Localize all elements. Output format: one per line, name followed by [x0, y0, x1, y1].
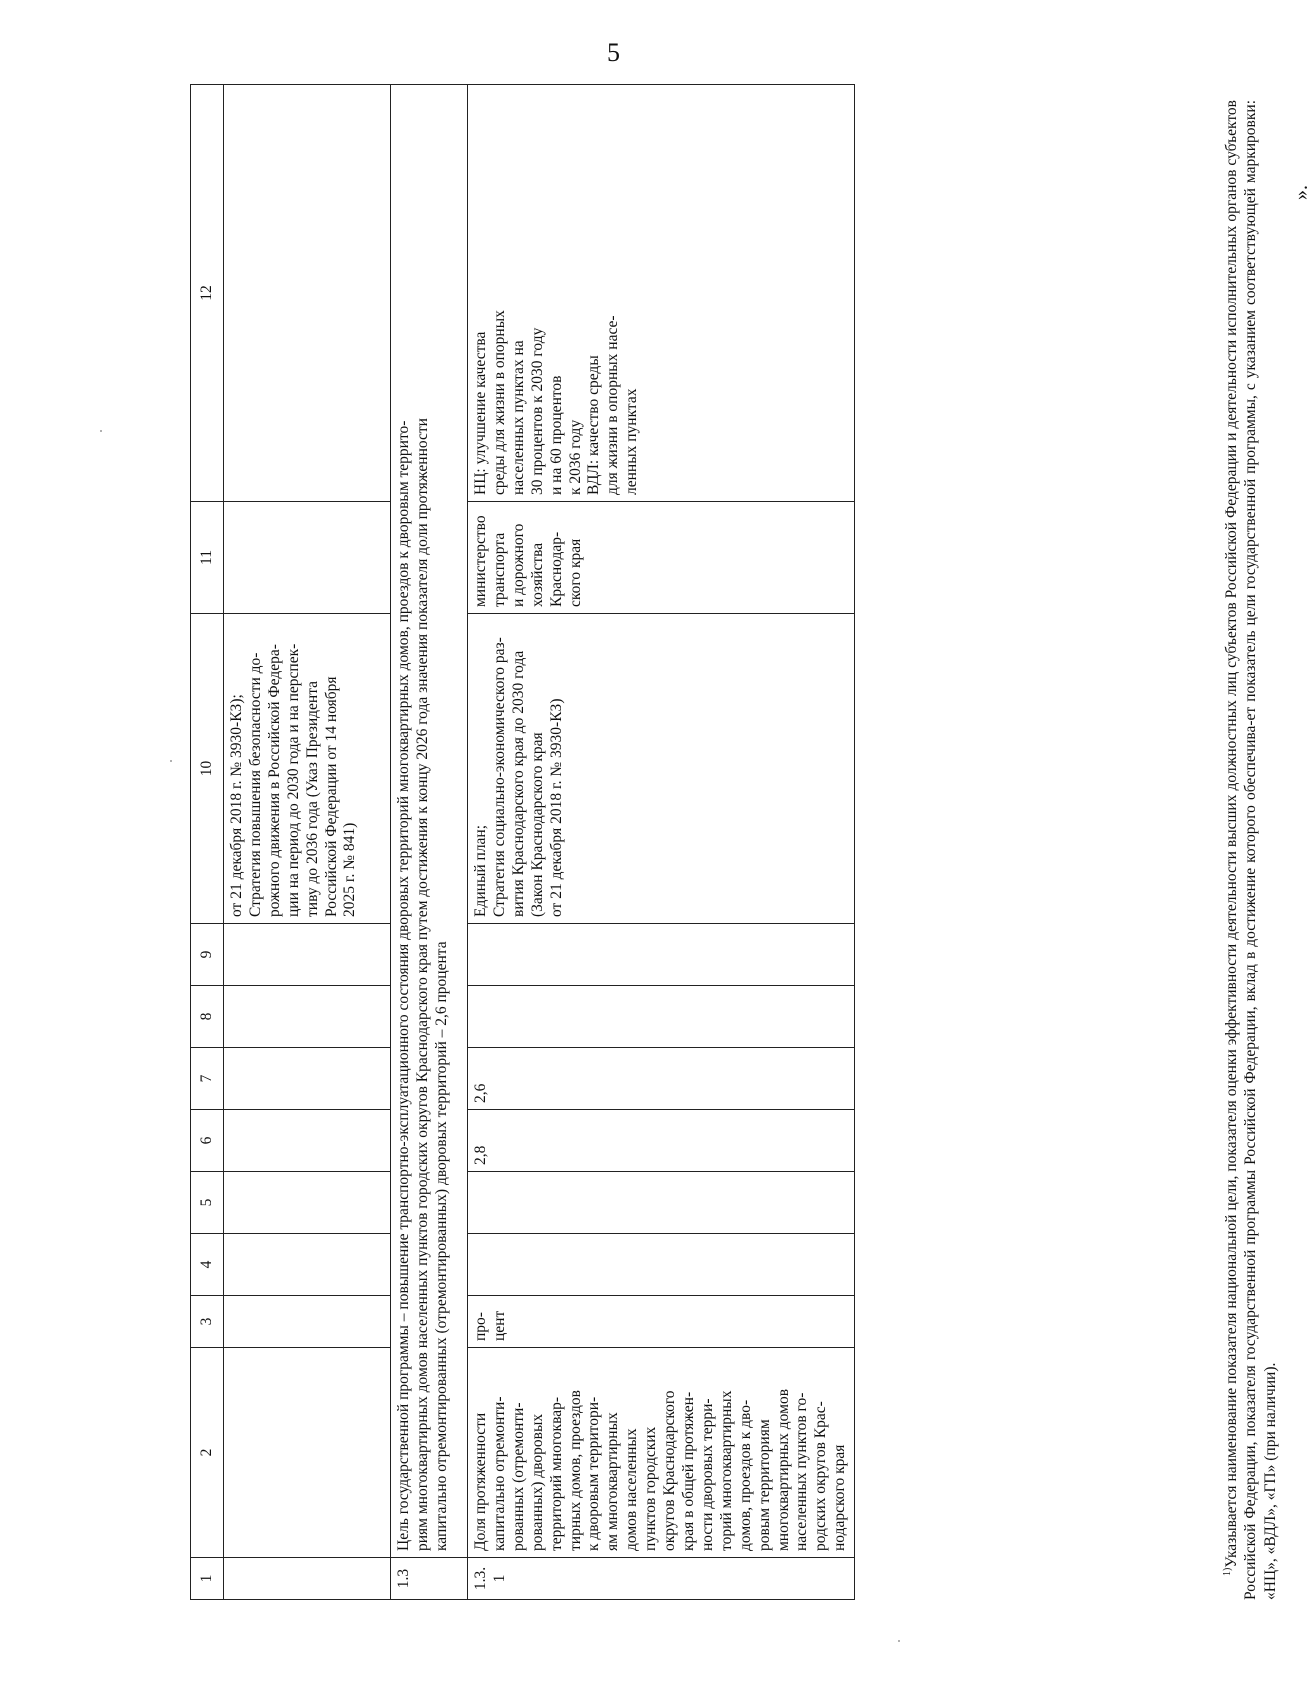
cell — [468, 986, 855, 1048]
column-number: 6 — [191, 1110, 224, 1172]
rotated-landscape-content — [190, 85, 1312, 1600]
continuation-row — [224, 85, 391, 1600]
column-number: 12 — [191, 85, 224, 502]
column-number-row — [191, 85, 224, 1600]
footnote-marker: 1) — [1222, 1567, 1233, 1576]
cell — [468, 924, 855, 986]
column-number: 2 — [191, 1348, 224, 1558]
scan-speck — [100, 430, 102, 432]
scan-speck — [898, 1640, 900, 1642]
column-number: 11 — [191, 502, 224, 614]
indicator-code: 1.3.1 — [468, 1558, 855, 1600]
cell — [468, 1172, 855, 1234]
indicator-row — [468, 85, 855, 1600]
indicator-linkage: НЦ: улучшение качества среды для жизни в опорных населенных пунктах на 30 процентов к 2030 году и на 60 процентов к 2036 году ВДЛ: качество среды для жизни в опорных насе- ленных пунктах — [468, 85, 855, 502]
indicator-responsible: министерство транспорта и дорожного хозяйства Краснодар- ского края — [468, 502, 855, 614]
cell — [224, 502, 391, 614]
cell — [224, 1048, 391, 1110]
goal-text: Цель государственной программы – повышение транспортно-эксплуатационного состояния дворовых территорий многоквартирных домов, проездов к дворовым террито- риям многоквартирных домов населенных пунктов городских округов Краснодарского края путем достижения к концу 2026 года значения показателя доли протяженности капитально отремонтированных (отремонтированных) дворовых территорий – 2,6 процента — [391, 85, 468, 1558]
page-number: 5 — [607, 38, 621, 67]
goal-code: 1.3 — [391, 1558, 468, 1600]
column-number: 1 — [191, 1558, 224, 1600]
indicator-value-col6: 2,8 — [468, 1110, 855, 1172]
cell — [224, 1296, 391, 1348]
indicator-unit: про- цент — [468, 1296, 855, 1348]
indicator-table — [190, 84, 855, 1600]
scan-speck — [170, 760, 172, 762]
cell — [224, 1348, 391, 1558]
column-number: 10 — [191, 614, 224, 924]
closing-quote: ». — [1290, 185, 1312, 200]
legal-basis-cell: от 21 декабря 2018 г. № 3930-КЗ); Стратегия повышения безопасности до- рожного движения в Российской Федера- ции на период до 2030 года и на перспек- тиву до 2036 года (Указ Президента Российской Федерации от 14 ноября 2025 г. № 841) — [224, 614, 391, 924]
cell — [224, 1558, 391, 1600]
cell — [224, 1110, 391, 1172]
column-number: 9 — [191, 924, 224, 986]
indicator-value-col7: 2,6 — [468, 1048, 855, 1110]
column-number: 5 — [191, 1172, 224, 1234]
cell — [224, 986, 391, 1048]
cell — [224, 85, 391, 502]
cell — [468, 1234, 855, 1296]
cell — [224, 924, 391, 986]
goal-row — [391, 85, 468, 1600]
column-number: 4 — [191, 1234, 224, 1296]
column-number: 3 — [191, 1296, 224, 1348]
indicator-legal-basis: Единый план; Стратегия социально-экономического раз- вития Краснодарского края до 2030 года (Закон Краснодарского края от 21 декабря 2018 г. № 3930-КЗ) — [468, 614, 855, 924]
column-number: 7 — [191, 1048, 224, 1110]
cell — [224, 1172, 391, 1234]
indicator-name: Доля протяженности капитально отремонти- рованных (отремонти- рованных) дворовых территорий многоквар- тирных домов, проездов к дворовым территори- ям многоквартирных домов населенных пунктов городских округов Краснодарского края в общей протяжен- ности дворовых терри- торий многоквартирных домов, проездов к дво- ровым территориям многоквартирных домов населенных пунктов го- родских округов Крас- нодарского края — [468, 1348, 855, 1558]
column-number: 8 — [191, 986, 224, 1048]
cell — [224, 1234, 391, 1296]
footnote-text: Указывается наименование показателя национальной цели, показателя оценки эффективности деятельности высших должностных лиц субъектов Российской Федерации и деятельности исполнительных органов субъектов Российской Федерации, показателя государственной программы Российской Федерации, вклад в достижение которого обеспечива-ет показатель цели государственной программы, с указанием соответствующей маркировки: «НЦ», «ВДЛ», «ГП» (при наличии). — [1223, 100, 1279, 1600]
footnote — [1222, 100, 1280, 1600]
